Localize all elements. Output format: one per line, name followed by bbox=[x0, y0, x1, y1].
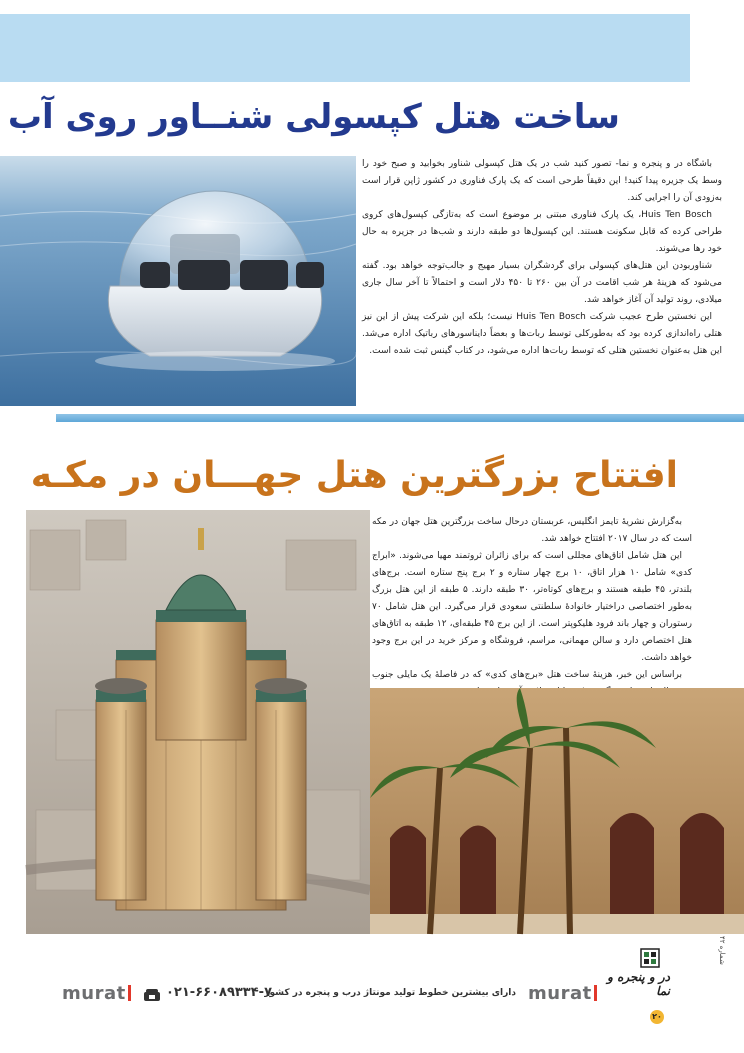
footer-slogan: دارای بیشترین خطوط تولید مونتاژ درب و پنجره در کشور bbox=[264, 988, 516, 998]
murat-logo-left bbox=[62, 983, 133, 1004]
mecca-hotel-aerial-photo bbox=[26, 510, 370, 934]
capsule-hotel-photo bbox=[0, 156, 356, 406]
capsule-paragraph: باشگاه در و پنجره و نما- تصور کنید شب در یک هتل کپسولی شناور بخوابید و صبح خود را وسط یک جزیره پیدا کنید! این دقیقاً طرحی است که یک پارک فناوری در کشور ژاپن قرار است به‌زودی آن را اجرایی کند. bbox=[362, 159, 722, 203]
magazine-logo: در و پنجره و نما bbox=[607, 970, 670, 998]
mecca-hotel-courtyard-photo bbox=[370, 688, 744, 934]
capsule-article-body bbox=[362, 156, 722, 396]
capsule-paragraph: شناوربودن این هتل‌های کپسولی برای گردشگران بسیار مهیج و جالب‌توجه خواهد بود. گفته می‌شود که هزینهٔ هر شب اقامت در آن بین ۲۶۰ تا ۴۵۰ دلار است و احتمالاً تا آخر سال جاری میلادی، روند تولید آن آغاز خواهد شد. bbox=[362, 261, 722, 305]
mecca-article-title: افتتاح بزرگترین هتل جهـــان در مکـه bbox=[30, 455, 678, 496]
capsule-paragraph: Huis Ten Bosch، یک پارک فناوری مبتنی بر موضوع است که به‌تازگی کپسول‌های کروی طراحی کرده که قابل سکونت هستند. این کپسول‌ها دو طبقه دارند و شب‌ها در جزیره به حال خود رها می‌شوند. bbox=[362, 210, 722, 254]
mecca-paragraph: این هتل شامل اتاق‌های مجللی است که برای زائران ثروتمند مهیا می‌شوند. «ابراج کدی» شامل ۱۰ هزار اتاق، ۱۰ برج چهار ستاره و ۲ برج پنج ستاره است. برج‌های بلندتر، ۴۵ طبقه هستند و برج‌های کوتاه‌تر، ۳۰ طبقه دارند. ۵ طبقه از این هتل بزرگ به‌طور اختصاصی دراختیار خانوادهٔ سلطنتی سعودی قرار می‌گیرد. این هتل شامل ۷۰ رستوران و چهار باند فرود هلیکوپتر است. از این برج ۴۵ طبقه‌ای، ۱۲ طبقه به اتاق‌های هتل اختصاص دارد و سالن مهمانی، مراسم، فروشگاه و مرکز خرید در این برج وجود خواهد داشت. bbox=[372, 551, 692, 663]
issue-label: شماره ۴۲ bbox=[718, 936, 726, 965]
mecca-article-body bbox=[372, 514, 692, 690]
mecca-paragraph: براساس این خبر، هزینهٔ ساخت هتل «برج‌های کدی» که در فاصلهٔ یک مایلی جنوب bbox=[372, 670, 682, 680]
section-divider bbox=[56, 414, 744, 422]
mecca-paragraph: به‌گزارش نشریهٔ تایمز انگلیس، عربستان درحال ساخت بزرگترین هتل جهان در مکه است که در سال ۲۰۱۷ افتتاح خواهد شد. bbox=[372, 517, 692, 544]
murat-logo-left-text: murat bbox=[62, 983, 126, 1004]
magazine-logo-icon bbox=[640, 948, 660, 968]
footer-phone: ۰۲۱-۶۶۰۸۹۳۳۴-۷ bbox=[166, 985, 273, 1000]
murat-logo-right bbox=[528, 983, 599, 1004]
capsule-paragraph: این نخستین طرح عجیب شرکت Huis Ten Bosch نیست؛ بلکه این شرکت پیش از این نیز هتلی راه‌اندازی کرده بود که به‌طورکلی توسط ربات‌ها و بعضاً دایناسورهای رباتیک اداره می‌شد. این هتل به‌عنوان نخستین هتلی که توسط ربات‌ها اداره می‌شود، در کتاب گینس ثبت شده است. bbox=[362, 312, 722, 356]
murat-logo-mark bbox=[128, 985, 131, 1001]
phone-icon bbox=[144, 986, 160, 998]
header-band bbox=[0, 14, 690, 82]
murat-logo-mark bbox=[594, 985, 597, 1001]
capsule-article-title: ساخت هتل کپسولی شنــاور روی آب bbox=[7, 97, 620, 137]
murat-logo-right-text: murat bbox=[528, 983, 592, 1004]
page-number: ۲۰ bbox=[650, 1010, 664, 1024]
